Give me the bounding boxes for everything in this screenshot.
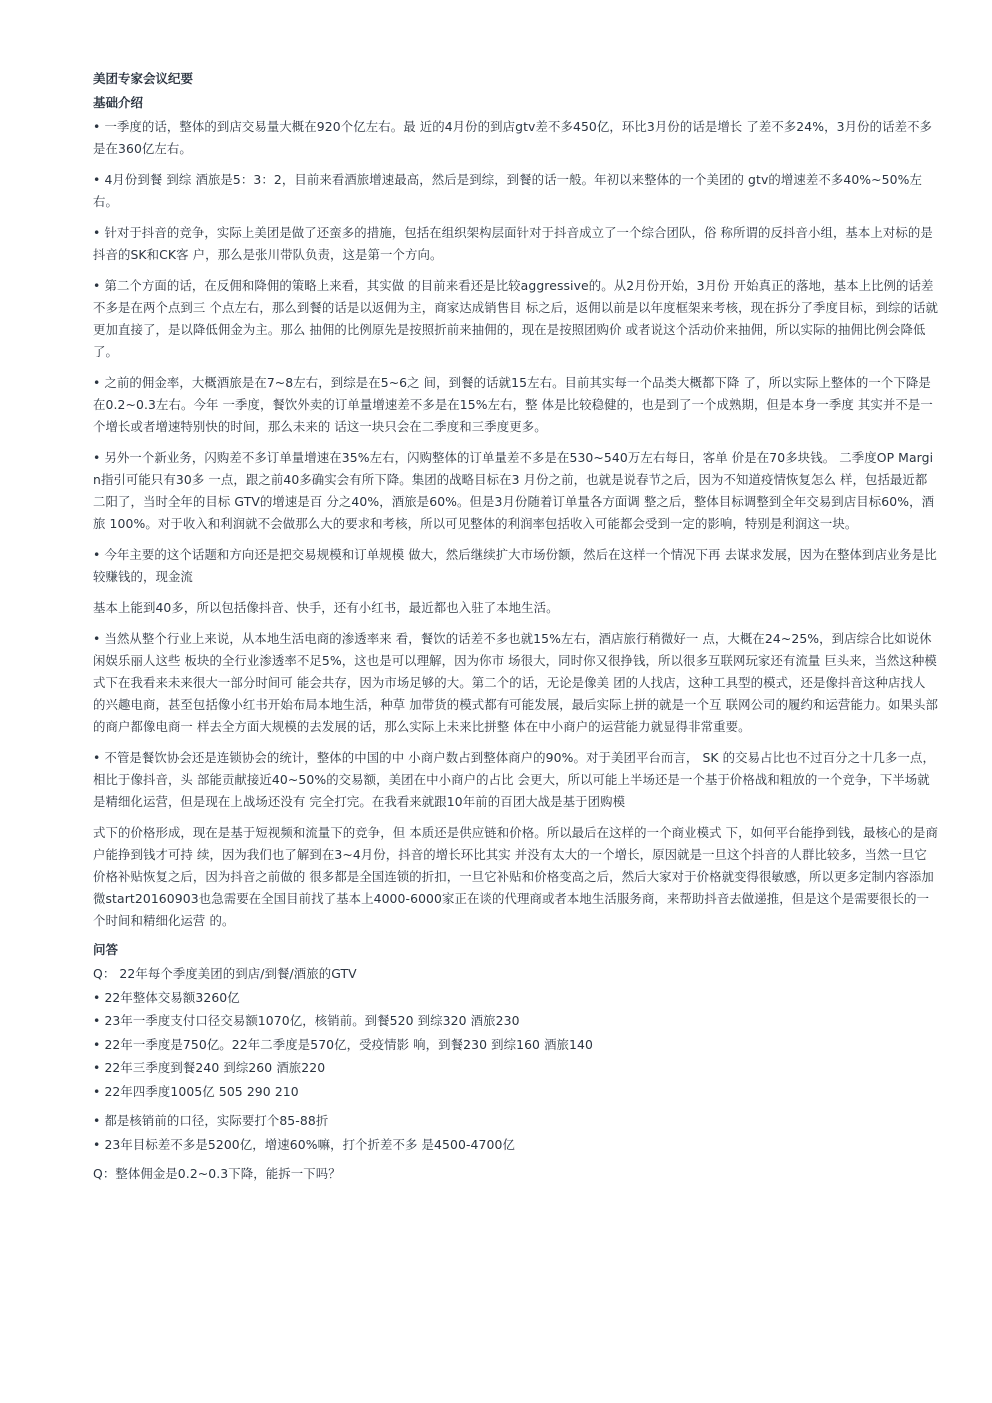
section-heading-qa: 问答 <box>93 942 119 957</box>
paragraph: • 4月份到餐 到综 酒旅是5：3：2，目前来看酒旅增速最高，然后是到综，到餐的话一般。年初以来整体的一个美团的 gtv的增速差不多40%~50%左右。 <box>93 172 922 209</box>
paragraph: • 当然从整个行业上来说，从本地生活电商的渗透率来 看，餐饮的话差不多也就15%左右，酒店旅行稍微好一 点，大概在24~25%，到店综合比如说休闲娱乐丽人这些 板块的全行业渗透率不足5%，这也是可以理解，因为你市 场很大，同时你又很挣钱，所以很多互联网玩家还有流量 巨头来，当然这种模式下在我看来未来很大一部分时间可 能会共存，因为市场足够的大。第二个的话，无论是像美 团的人找店，这种工具型的模式，还是像抖音这种店找人 的兴趣电商，甚至包括像小红书开始布局本地生活，种草 加带货的模式都有可能发展，最后实际上拼的就是一个互 联网公司的履约和运营能力。如果头部的商户都像电商一 样去全方面大规模的去发展的话，那么实际上未来比拼整 体在中小商户的运营能力就显得非常重要。 <box>93 631 938 734</box>
document-title: 美团专家会议纪要 <box>93 71 194 86</box>
section-heading-intro: 基础介绍 <box>93 95 144 110</box>
qa-answer-line: • 22年三季度到餐240 到综260 酒旅220 <box>93 1060 326 1075</box>
qa-block <box>93 963 938 1186</box>
paragraph: • 一季度的话，整体的到店交易量大概在920个亿左右。最 近的4月份的到店gtv差不多450亿，环比3月份的话是增长 了差不多24%，3月份的话差不多是在360亿左右。 <box>93 119 933 156</box>
qa-question: Q： 22年每个季度美团的到店/到餐/酒旅的GTV <box>93 966 357 981</box>
paragraph: 式下的价格形成，现在是基于短视频和流量下的竞争，但 本质还是供应链和价格。所以最后在这样的一个商业模式 下，如何平台能挣到钱，最核心的是商户能挣到钱才可持 续，因为我们也了解到在3~4月份，抖音的增长环比其实 并没有太大的一个增长，原因就是一旦这个抖音的人群比较多，当然一旦它价格补贴恢复之后，因为抖音之前做的 很多都是全国连锁的折扣，一旦它补贴和价格变高之后，然后大家对于价格就变得很敏感，所以更多定制内容添加 微start20160903也急需要在全国目前找了基本上4000-6000家正在谈的代理商或者本地生活服务商，来帮助抖音去做递推，但是这个是需要很长的一个时间和精细化运营 的。 <box>93 825 938 928</box>
qa-answer-line: • 22年一季度是750亿。22年二季度是570亿，受疫情影 响，到餐230 到综160 酒旅140 <box>93 1036 594 1052</box>
qa-answer-line: • 23年目标差不多是5200亿，增速60%嘛，打个折差不多 是4500-4700亿 <box>93 1136 515 1152</box>
intro-body <box>93 116 938 932</box>
paragraph: • 第二个方面的话，在反佣和降佣的策略上来看，其实做 的目前来看还是比较aggressive的。从2月份开始，3月份 开始真正的落地，基本上比例的话差不多是在两个点到三 个点左右，那么到餐的话是以返佣为主，商家达成销售目 标之后，返佣以前是以年度框架来考核，现在拆分了季度目标，到综的话就更加直接了，是以降低佣金为主。那么 抽佣的比例原先是按照折前来抽佣的，现在是按照团购价 或者说这个活动价来抽佣，所以实际的抽佣比例会降低 了。 <box>93 278 938 359</box>
qa-answer-line: • 22年四季度1005亿 505 290 210 <box>93 1083 299 1099</box>
paragraph: • 不管是餐饮协会还是连锁协会的统计，整体的中国的中 小商户数占到整体商户的90%。对于美团平台而言， SK 的交易占比也不过百分之十几多一点，相比于像抖音，头 部能贡献接近40~50%的交易额，美团在中小商户的占比 会更大，所以可能上半场还是一个基于价格战和粗放的一个竞争，下半场就是精细化运营，但是现在上战场还没有 完全打完。在我看来就跟10年前的百团大战是基于团购模 <box>93 750 936 809</box>
paragraph: • 针对于抖音的竞争，实际上美团是做了还蛮多的措施，包括在组织架构层面针对于抖音成立了一个综合团队，俗 称所谓的反抖音小组，基本上对标的是抖音的SK和CK客 户，那么是张川带队负责，这是第一个方向。 <box>93 225 933 262</box>
paragraph: • 今年主要的这个话题和方向还是把交易规模和订单规模 做大，然后继续扩大市场份额，然后在这样一个情况下再 去谋求发展，因为在整体到店业务是比较赚钱的，现金流 <box>93 547 937 584</box>
paragraph: 基本上能到40多，所以包括像抖音、快手，还有小红书，最近都也入驻了本地生活。 <box>93 600 559 615</box>
qa-answer-line: • 22年整体交易额3260亿 <box>93 989 240 1005</box>
paragraph: • 之前的佣金率，大概酒旅是在7~8左右，到综是在5~6之 间，到餐的话就15左右。目前其实每一个品类大概都下降 了，所以实际上整体的一个下降是在0.2~0.3左右。今年 一季度，餐饮外卖的订单量增速差不多是在15%左右，整 体是比较稳健的，也是到了一个成熟期，但是本身一季度 其实并不是一个增长或者增速特别快的时间，那么未来的 话这一块只会在二季度和三季度更多。 <box>93 375 933 434</box>
paragraph: • 另外一个新业务，闪购差不多订单量增速在35%左右，闪购整体的订单量差不多是在530~540万左右每日，客单 价是在70多块钱。 二季度OP Margin指引可能只有30多 一点，跟之前40多确实会有所下降。集团的战略目标在3 月份之前，也就是说春节之后，因为不知道疫情恢复怎么 样，包括最近都二阳了，当时全年的目标 GTV的增速是百 分之40%，酒旅是60%。但是3月份随着订单量各方面调 整之后，整体目标调整到全年交易到店目标60%，酒旅 100%。对于收入和利润就不会做那么大的要求和考核，所以可见整体的利润率包括收入可能都会受到一定的影响，特别是利润这一块。 <box>93 450 935 531</box>
qa-question: Q：整体佣金是0.2~0.3下降，能拆一下吗？ <box>93 1166 341 1181</box>
qa-answer-line: • 都是核销前的口径，实际要打个85-88折 <box>93 1113 329 1128</box>
qa-answer-line: • 23年一季度支付口径交易额1070亿，核销前。到餐520 到综320 酒旅230 <box>93 1013 520 1028</box>
